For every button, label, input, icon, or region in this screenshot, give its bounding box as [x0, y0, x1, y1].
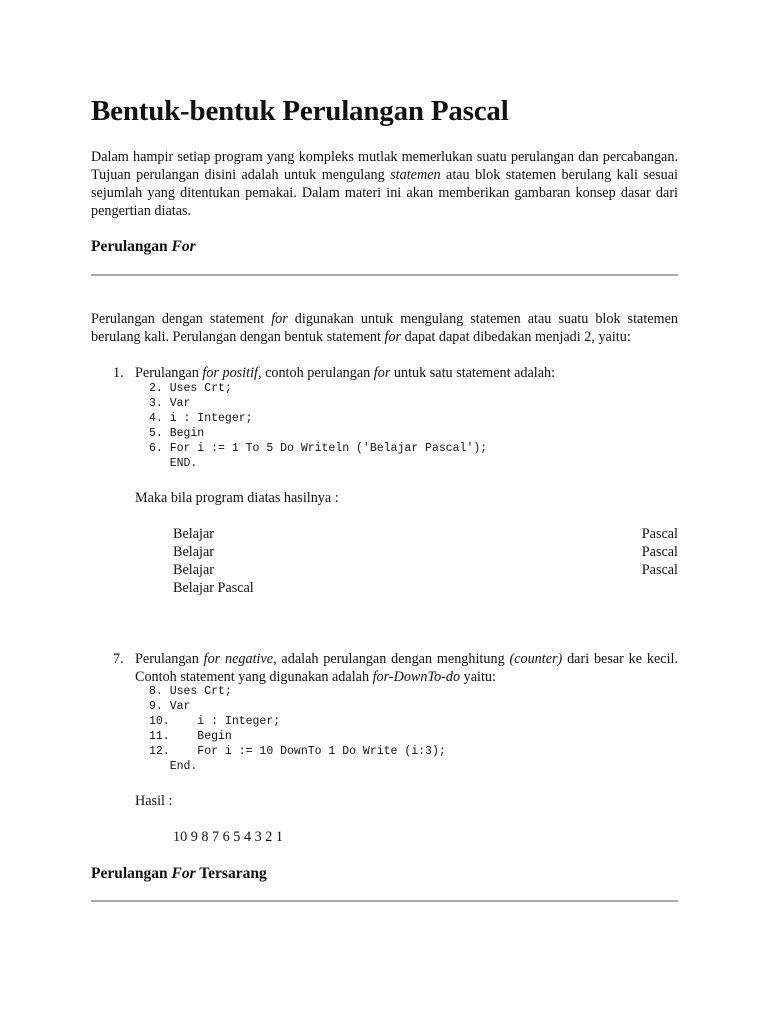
section-heading-for: [91, 238, 196, 256]
item7-emphasis-1: for negative: [203, 651, 274, 667]
intro-text-1: Dalam hampir setiap program yang kompleks mutlak memerlukan suatu perulangan dan percabangan. Tujuan perulangan disini adalah untuk mengulang: [91, 149, 678, 183]
section-heading-for-tersarang: [91, 865, 267, 883]
item7-emphasis-2: (counter): [509, 651, 563, 667]
intro-emphasis: statemen: [390, 167, 441, 183]
output-right: Pascal: [641, 526, 678, 542]
item1-text-2: contoh perulangan: [261, 365, 374, 381]
output-right: Pascal: [641, 562, 678, 578]
output-left: Belajar Pascal: [173, 580, 254, 596]
page-title: Bentuk-bentuk Perulangan Pascal: [91, 95, 509, 127]
para2-text-2: digunakan untuk mengulang statemen atau suatu blok statemen berulang kali. Perulangan dengan bentuk statement: [91, 311, 678, 345]
for-description-paragraph: [91, 310, 678, 346]
list-item-1-number: 1.: [113, 365, 124, 381]
section2-emphasis: For: [171, 865, 196, 882]
code-line: 11. Begin: [149, 730, 232, 743]
item7-text-3: dari besar ke kecil. Contoh statement yang digunakan adalah: [135, 651, 679, 685]
section-divider-2: [91, 900, 678, 902]
item1-text-3: untuk satu statement adalah:: [390, 365, 556, 381]
section-heading-for-prefix: Perulangan: [91, 238, 172, 255]
hasil-value: 10 9 8 7 6 5 4 3 2 1: [173, 829, 283, 845]
item7-text-4: yaitu:: [460, 669, 496, 685]
output-left: Belajar: [173, 526, 214, 542]
item7-emphasis-3: for-DownTo-do: [372, 669, 461, 685]
section-divider-1: [91, 274, 678, 276]
output-left: Belajar: [173, 544, 214, 560]
result-label-1: Maka bila program diatas hasilnya :: [135, 490, 339, 506]
code-block-for-negative: [149, 684, 446, 774]
code-line: END.: [149, 457, 198, 470]
item1-emphasis-1: for positif,: [202, 365, 262, 381]
code-line: 2. Uses Crt;: [149, 382, 232, 395]
output-row: [173, 579, 678, 597]
code-line: 8. Uses Crt;: [149, 685, 232, 698]
output-row: [173, 561, 678, 579]
list-item-1-text: [135, 364, 678, 382]
hasil-label: Hasil :: [135, 793, 173, 809]
para2-emphasis-2: for: [384, 329, 402, 345]
section2-suffix: Tersarang: [195, 865, 267, 882]
intro-paragraph: [91, 148, 678, 220]
code-line: 12. For i := 10 DownTo 1 Do Write (i:3);: [149, 745, 446, 758]
code-line: 10. i : Integer;: [149, 715, 281, 728]
para2-emphasis-1: for: [271, 311, 288, 327]
list-item-7-number: 7.: [113, 651, 124, 667]
intro-text-2: atau blok statemen berulang kali sesuai sejumlah yang ditentukan pemakai. Dalam materi ini akan memberikan gambaran konsep dasar dari pengertian diatas.: [91, 167, 678, 219]
section-heading-for-emphasis: For: [171, 238, 196, 255]
code-line: 4. i : Integer;: [149, 412, 253, 425]
item7-text-1: Perulangan: [135, 651, 204, 667]
output-row: [173, 525, 678, 543]
para2-text-1: Perulangan dengan statement: [91, 311, 272, 327]
code-line: 6. For i := 1 To 5 Do Writeln ('Belajar Pascal');: [149, 442, 488, 455]
code-line: 9. Var: [149, 700, 191, 713]
item1-emphasis-2: for: [373, 365, 391, 381]
item1-text-1: Perulangan: [135, 365, 203, 381]
output-left: Belajar: [173, 562, 214, 578]
code-line: End.: [149, 760, 198, 773]
para2-text-3: dapat dapat dibedakan menjadi 2, yaitu:: [401, 329, 631, 345]
code-line: 3. Var: [149, 397, 191, 410]
section2-prefix: Perulangan: [91, 865, 172, 882]
code-block-for-positive: [149, 381, 487, 471]
output-row: [173, 543, 678, 561]
code-line: 5. Begin: [149, 427, 205, 440]
output-right: Pascal: [641, 544, 678, 560]
list-item-7-text: [135, 650, 678, 686]
item7-text-2: , adalah perulangan dengan menghitung: [273, 651, 510, 667]
